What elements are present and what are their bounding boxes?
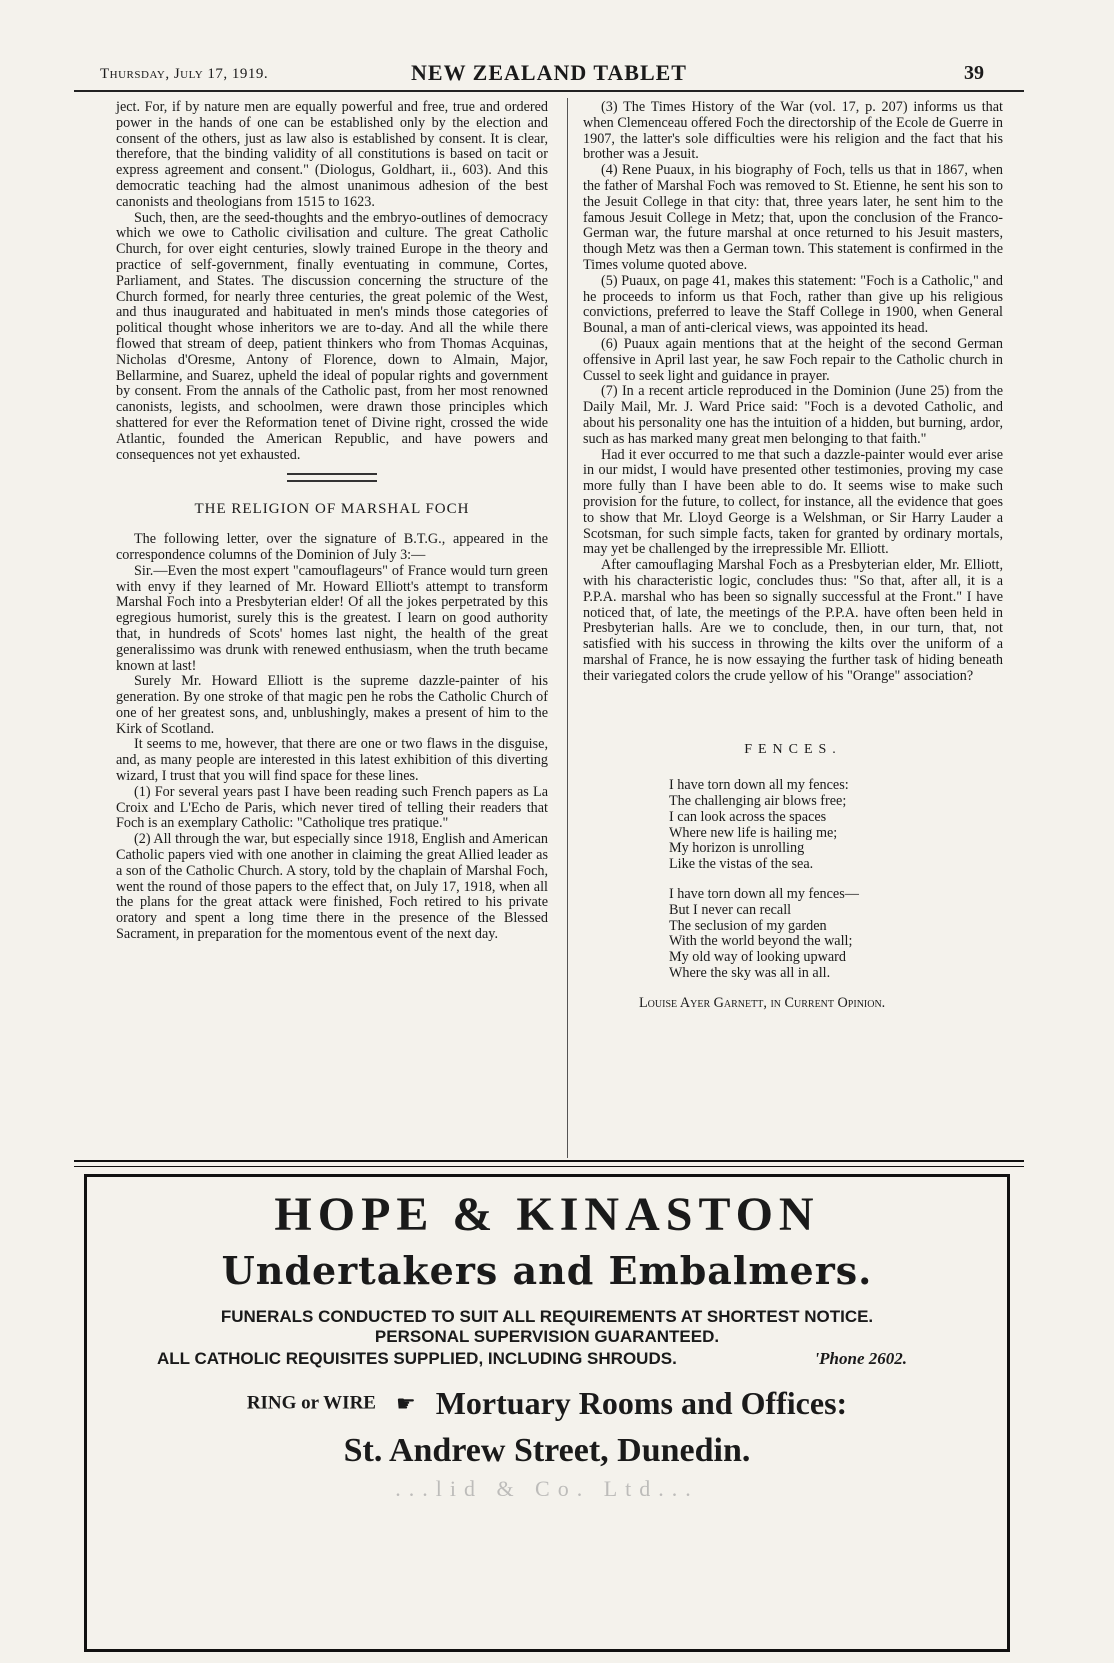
poem-author: Louise Ayer Garnett, in Current Opinion. [639,994,886,1011]
paragraph: Such, then, are the seed-thoughts and the embryo-outlines of democracy which we owe to Catholic civilisation and culture. The great Catholic Church, for over eight centuries, slowly trained Europe in the theory and practice of self-government, finally eventuating in commune, Cortes, Parliament, and States. The discussion concerning the structure of the Church formed, for nearly three centuries, the great polemic of the West, and thus inaugurated and habituated in men's minds those categories of political thought whose inheritors we are to-day. And all the while there flowed that stream of deep, patient thinkers who from Thomas Acquinas, Nicholas d'Oresme, Antony of Florence, down to Almain, Major, Bellarmine, and Suarez, upheld the ideal of popular rights and government by consent. From the annals of the Catholic past, from her most renowned canonists, legists, and schoolmen, were drawn those principles which shattered for ever the Reformation tenet of Divine right, crossed the wide Atlantic, founded the American Republic, and have powers and consequences not yet exhausted. [116,209,548,463]
page-header [74,60,1024,92]
ad-firm-name: HOPE & KINASTON [274,1188,820,1241]
page-bottom-rule [74,1160,1024,1167]
issue-date: Thursday, July 17, 1919. [100,66,269,82]
left-column [116,100,548,943]
paragraph: It seems to me, however, that there are one or two flaws in the disguise, and, as many people are interested in this latest exhibition of this diverting wizard, I trust that you will find space for these lines. [116,736,548,785]
paragraph: (4) Rene Puaux, in his biography of Foch, tells us that in 1867, when the father of Marshal Foch was removed to St. Etienne, he sent his son to the Jesuit College in that city: that, three years later, he sent him to the famous Jesuit College in Metz; that, upon the conclusion of the Franco-German war, the future marshal at once returned to his Jesuit masters, though Metz was then a German town. This statement is confirmed in the Times volume quoted above. [583,162,1003,273]
poem-line: The challenging air blows free; [669,793,847,810]
poem-title: FENCES. [744,742,842,758]
poem-stanza [669,778,1003,873]
poem-line: With the world beyond the wall; [669,933,853,950]
advertisement [84,1174,1010,1652]
paragraph: (1) For several years past I have been reading such French papers as La Croix and L'Echo de Paris, which never tired of telling their readers that Foch is an exemplary Catholic: "Catholique tres pratique." [116,783,548,832]
print-bleed-through: ...lid & Co. Ltd... [395,1476,699,1501]
publication-title: NEW ZEALAND TABLET [411,60,687,85]
ad-contact-row [87,1385,1007,1422]
poem-line: I can look across the spaces [669,808,827,825]
pointing-hand-icon: ☛ [395,1390,416,1416]
ad-line: PERSONAL SUPERVISION GUARANTEED. [374,1327,720,1346]
ad-line: ALL CATHOLIC REQUISITES SUPPLIED, INCLUDING SHROUDS. [157,1349,677,1368]
ad-mortuary: Mortuary Rooms and Offices: [435,1385,848,1421]
ad-line-row [87,1349,1007,1371]
column-divider [567,98,568,1158]
article-heading: THE RELIGION OF MARSHAL FOCH [194,501,470,518]
poem-line: I have torn down all my fences: [669,777,849,794]
poem-line: My old way of looking upward [669,949,846,966]
poem-line: I have torn down all my fences— [669,886,859,903]
poem-line: Where the sky was all in all. [669,965,831,982]
poem-line: But I never can recall [669,901,792,918]
paragraph: (2) All through the war, but especially since 1918, English and American Catholic papers vied with one another in claiming the great Allied leader as a son of the Catholic Church. A story, told by the chaplain of Marshal Foch, went the round of those papers to the effect that, on July 17, 1918, when all the plans for the great attack were finished, Foch retired to his private oratory and spent a long time there in the presence of the Blessed Sacrament, in preparation for the momentous event of the next day. [116,831,548,943]
paragraph: (5) Puaux, on page 41, makes this statement: "Foch is a Catholic," and he proceeds to inform us that Foch, rather than give up his religious convictions, preferred to leave the Staff College in 1900, when General Bounal, a man of anti-clerical views, was appointed its head. [583,272,1003,337]
paragraph: The following letter, over the signature of B.T.G., appeared in the correspondence columns of the Dominion of July 3:— [116,531,548,563]
ad-ring-wire: RING or WIRE [246,1392,376,1414]
ad-address: St. Andrew Street, Dunedin. [343,1432,751,1469]
ad-phone: 'Phone 2602. [814,1349,907,1368]
paragraph: (7) In a recent article reproduced in the Dominion (June 25) from the Daily Mail, Mr. J. Ward Price said: "Foch is a devoted Catholic, and about his personality one has the intuition of a hidden, but burning, ardor, such as has marked many great men belonging to that faith." [583,383,1003,447]
poem-line: The seclusion of my garden [669,917,827,934]
poem-line: My horizon is unrolling [669,840,805,857]
poem-line: Where new life is hailing me; [669,824,838,841]
paragraph: After camouflaging Marshal Foch as a Presbyterian elder, Mr. Elliott, with his characteristic logic, concludes thus: "So that, after all, it is a P.P.A. marshal who has been so signally successful at the Front." I have noticed that, of late, the meetings of the P.P.A. have often been held in Presbyterian halls. Are we to conclude, then, in our turn, that, not satisfied with his success in throwing the kilts over the uniform of a marshal of France, he is now essaying the further task of hiding beneath their variegated colors the crude yellow of his "Orange" association? [583,557,1003,684]
right-column [583,100,1003,1012]
ad-trade: Undertakers and Embalmers. [221,1248,873,1293]
paragraph: (3) The Times History of the War (vol. 17, p. 207) informs us that when Clemenceau offered Foch the directorship of the Ecole de Guerre in 1907, the latter's sole difficulties were his religion and the fact that his brother was a Jesuit. [583,99,1003,163]
paragraph: (6) Puaux again mentions that at the height of the second German offensive in April last year, he saw Foch repair to the Catholic church in Cussel to seek light and guidance in prayer. [583,335,1003,384]
paragraph: Had it ever occurred to me that such a dazzle-painter would ever arise in our midst, I would have presented other testimonies, proving my case more fully than I have been able to do. It seems wise to make such provision for the future, to collect, for instance, all the evidence that goes to show that Mr. Lloyd George is a Welshman, or Sir Harry Lauder a Scotsman, for such simple facts, taken for granted by ordinary mortals, may yet be challenged by the irrepressible Mr. Elliott. [583,446,1003,558]
poem-stanza [669,887,1003,982]
paragraph: Sir.—Even the most expert "camouflageurs" of France would turn green with envy if they learned of Mr. Howard Elliott's attempt to transform Marshal Foch into a Presbyterian elder! Of all the jokes perpetrated by this egregious humorist, surely this is the greatest. I learn on good authority that, in hundreds of Scots' homes last night, the health of the great generalissimo was drunk with renewed enthusiasm, when the truth became known at last! [116,562,548,674]
poem [639,777,1003,1011]
paragraph: Surely Mr. Howard Elliott is the supreme dazzle-painter of his generation. By one stroke of that magic pen he robs the Catholic Church of one of her greatest sons, and, unblushingly, makes a present of him to the Kirk of Scotland. [116,673,548,737]
page-number: 39 [964,62,984,84]
ad-line: FUNERALS CONDUCTED TO SUIT ALL REQUIREMENTS AT SHORTEST NOTICE. [220,1307,874,1326]
section-divider [287,473,377,482]
poem-line: Like the vistas of the sea. [669,856,814,873]
paragraph: ject. For, if by nature men are equally powerful and free, true and ordered power in the hands of one can be established only by the election and consent of the others, just as law also is established by consent. It is clear, therefore, that the binding validity of all constitutions is based on tacit or express agreement and consent." (Diologus, Goldhart, ii., 603). And this democratic teaching had the almost unanimous adhesion of the best canonists and theologians from 1515 to 1623. [116,99,548,210]
